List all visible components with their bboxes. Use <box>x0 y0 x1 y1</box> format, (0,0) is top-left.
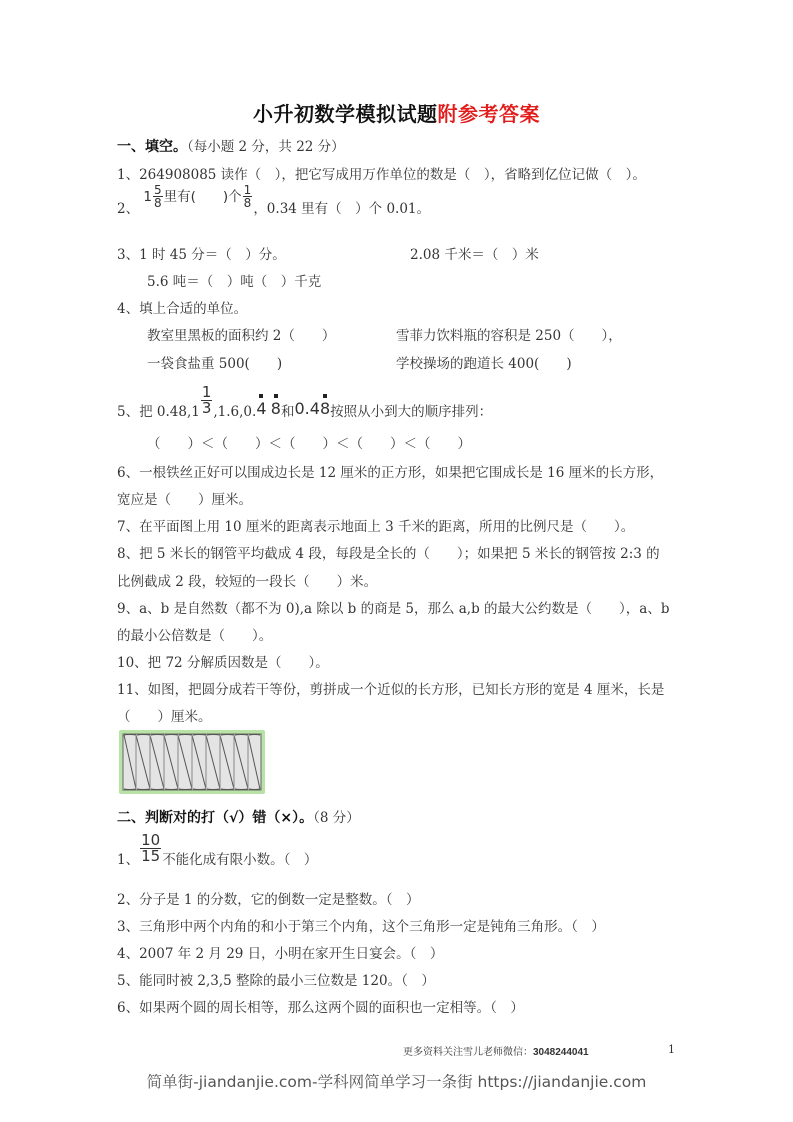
question-2-2: 2、分子是 1 的分数，它的倒数一定是整数。（ ） <box>117 892 420 908</box>
q5-rep-digit-a: 4 <box>256 399 267 418</box>
question-2-3: 3、三角形中两个内角的和小于第三个内角，这个三角形一定是钝角三角形。（ ） <box>117 919 605 935</box>
question-1-3-second: 5.6 吨＝（ ）吨（ ）千克 <box>147 274 322 290</box>
question-1-11-line2: （ ）厘米。 <box>117 709 212 725</box>
circle-rearranged-rectangle-figure <box>119 730 265 794</box>
question-1-4-item-1: 教室里黑板的面积约 2（ ） <box>147 328 336 344</box>
question-1-10: 10、把 72 分解质因数是（ ）。 <box>117 655 329 671</box>
section2-heading-text: 二、判断对的打（√）错（×）。 <box>117 810 314 826</box>
question-1-6-line2: 宽应是（ ）厘米。 <box>117 492 252 508</box>
s2q1-fraction <box>140 833 161 864</box>
section1-note: （每小题 2 分，共 22 分） <box>187 139 345 155</box>
q5-frac-num: 1 <box>201 383 212 401</box>
q5-mid1: ,1.6,0. <box>213 404 257 420</box>
title-main: 小升初数学模拟试题 <box>253 102 438 126</box>
question-1-2 <box>117 183 431 217</box>
q2-num1: 5 <box>153 183 162 197</box>
section2-heading <box>117 806 360 827</box>
question-2-1 <box>117 831 318 868</box>
rectangle-sectors-icon <box>122 733 262 791</box>
question-1-6-line1: 6、一根铁丝正好可以围成边长是 12 厘米的正方形，如果把它围成长是 16 厘米的长方形， <box>117 465 664 481</box>
q2-den1: 8 <box>153 196 162 210</box>
section2-note: （8 分） <box>313 810 360 826</box>
footer-note-value: 3048244041 <box>533 1047 589 1058</box>
question-1-9-line2: 的最小公倍数是（ ）。 <box>117 628 273 644</box>
question-1-11-line1: 11、如图，把圆分成若干等份，剪拼成一个近似的长方形，已知长方形的宽是 4 厘米，长是 <box>117 682 665 698</box>
q2-prefix: 2、 <box>117 200 140 217</box>
q5-dec2: 0.4 <box>294 399 320 418</box>
question-1-4-item-4: 学校操场的跑道长 400( ) <box>396 356 572 372</box>
question-1-8-line2: 比例截成 2 段，较短的一段长（ ）米。 <box>117 574 378 590</box>
page-number: 1 <box>668 1043 675 1056</box>
q5-mid2: 和 <box>280 404 295 420</box>
q5-rep-digit-b: 8 <box>270 399 281 418</box>
question-1-8-line1: 8、把 5 米长的钢管平均截成 4 段，每段是全长的（ ）；如果把 5 米长的钢管按 2:3 的 <box>117 546 660 562</box>
s2q1-num: 10 <box>141 831 161 849</box>
question-1-3-left: 3、1 时 45 分＝（ ）分。 <box>117 247 286 263</box>
q2-num2: 1 <box>243 183 252 197</box>
footer-note-label: 更多资料关注雪儿老师微信： <box>403 1047 533 1058</box>
q2-fraction-2 <box>243 184 253 209</box>
question-1-5 <box>117 383 493 420</box>
q2-mid: 里有( )个 <box>163 188 242 205</box>
q5-rep-digit-c: 8 <box>319 399 331 418</box>
footer-contact-note <box>403 1043 589 1058</box>
section1-heading-text: 一、填空。 <box>117 139 187 155</box>
q5-fraction <box>201 385 213 416</box>
q2-mixed-fraction <box>143 183 253 210</box>
q5-prefix: 5、把 0.48,1 <box>117 404 200 420</box>
question-1-7: 7、在平面图上用 10 厘米的距离表示地面上 3 千米的距离，所用的比例尺是（ ）。 <box>117 519 635 535</box>
title-highlight: 附参考答案 <box>437 102 540 126</box>
s2q1-den: 15 <box>141 847 161 865</box>
q5-suffix: 按照从小到大的顺序排列： <box>330 404 493 420</box>
q5-repeating-2 <box>294 399 331 418</box>
question-2-4: 4、2007 年 2 月 29 日，小明在家开生日宴会。（ ） <box>117 946 444 962</box>
question-1-5-order: （ ）＜（ ）＜（ ）＜（ ）＜（ ） <box>147 436 471 452</box>
q2-den2: 8 <box>243 196 252 210</box>
section1-heading <box>117 135 345 156</box>
question-1-4-item-3: 一袋食盐重 500( ) <box>147 356 283 372</box>
question-1-1: 1、264908085 读作（ ），把它写成用万作单位的数是（ ），省略到亿位记做（ ）。 <box>117 167 646 183</box>
s2q1-prefix: 1、 <box>117 852 140 868</box>
q2-whole: 1 <box>143 188 152 205</box>
q5-repeating-1 <box>256 399 281 418</box>
q2-fraction-1 <box>153 184 163 209</box>
watermark: 简单街-jiandanjie.com-学科网简单学习一条街 https://jiandanjie.com <box>146 1073 647 1091</box>
question-2-6: 6、如果两个圆的周长相等，那么这两个圆的面积也一定相等。（ ） <box>117 1000 524 1016</box>
question-1-4-item-2: 雪菲力饮料瓶的容积是 250（ ）， <box>396 328 622 344</box>
q2-suffix: ，0.34 里有（ ）个 0.01。 <box>253 200 431 217</box>
question-1-4-heading: 4、填上合适的单位。 <box>117 301 248 317</box>
page-title <box>0 98 793 127</box>
q5-frac-den: 3 <box>201 399 212 417</box>
question-2-5: 5、能同时被 2,3,5 整除的最小三位数是 120。（ ） <box>117 973 435 989</box>
s2q1-suffix: 不能化成有限小数。（ ） <box>162 852 318 868</box>
question-1-3-right: 2.08 千米＝（ ）米 <box>410 247 539 263</box>
question-1-9-line1: 9、a、b 是自然数（都不为 0),a 除以 b 的商是 5，那么 a,b 的最大公约数是（ ），a、b <box>117 601 670 617</box>
